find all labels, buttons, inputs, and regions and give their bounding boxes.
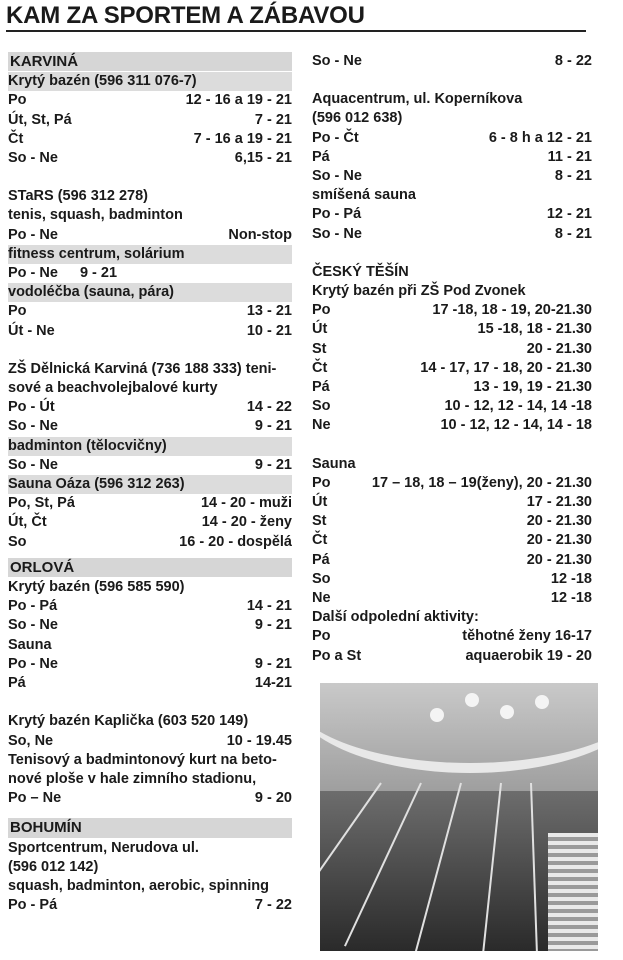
hours: 8 - 21 [554,225,592,242]
schedule-row [312,570,592,589]
photo-lamp [500,705,514,719]
hours: 12 -18 [550,570,592,587]
schedule-row [312,531,592,550]
hours: 20 - 21.30 [526,340,592,357]
schedule-row [312,512,592,531]
venue-name-ct-sauna: Sauna [312,455,356,472]
day: St [312,340,327,357]
venue-name-hydrotherapy: vodoléčba (sauna, pára) [8,283,292,302]
photo-lamp [430,708,444,722]
section-heading-orlova: ORLOVÁ [8,558,292,577]
hours: 14 - 20 - ženy [201,514,292,531]
venue-name-tennis-hall-cont: nové ploše v hale zimního stadionu, [8,770,257,787]
schedule-row [8,513,292,532]
venue-name-zs-delnicka: ZŠ Dělnická Karviná (736 188 333) teni- [8,360,277,377]
day: Ne [312,590,331,607]
day: Po [312,302,331,319]
hours: 14 - 20 - muži [200,495,292,512]
schedule-row [8,616,292,635]
schedule-row [312,378,592,397]
day: Po – Ne [8,790,62,807]
day: So - Ne [312,225,362,242]
schedule-row [312,52,592,71]
venue-name-fitness: fitness centrum, solárium [8,245,292,264]
hours: 16 - 20 - dospělá [179,533,292,550]
day: Po - Ne [8,655,58,672]
schedule-row [312,167,592,186]
hours: 14 - 21 [246,598,292,615]
day: Pá [312,148,330,165]
day: Pá [8,675,26,692]
day: So [312,570,331,587]
schedule-row [8,789,292,808]
day: Čt [312,532,328,549]
hours: 8 - 22 [554,53,592,69]
swimming-pool-photo [320,683,598,951]
day: Ne [312,417,331,434]
day: So - Ne [312,168,362,185]
hours: 20 - 21.30 [526,551,592,568]
schedule-row [312,205,592,224]
hours: 8 - 21 [554,168,592,185]
venue-name-sauna-oaza: Sauna Oáza (596 312 263) [8,475,292,494]
day: Čt [8,130,24,147]
venue-phone-aquacentrum: (596 012 638) [312,110,403,127]
hours: 9 - 21 [79,265,118,282]
hours: 12 -18 [550,590,592,607]
schedule-row [8,264,292,283]
day: So - Ne [312,53,362,69]
photo-lamp [465,693,479,707]
spacer [8,341,292,360]
schedule-row [312,474,592,493]
schedule-row [8,597,292,616]
day: Po - Pá [312,206,362,223]
day: Po - Čt [312,129,359,146]
hours: 6 - 8 h a 12 - 21 [488,129,592,146]
spacer [8,808,292,818]
day: Po - Pá [8,598,58,615]
photo-lamp [535,695,549,709]
photo-stairs [548,833,598,951]
venue-phone-sportcentrum: (596 012 142) [8,858,99,875]
day: Út [312,494,328,511]
hours: 10 - 21 [246,322,292,339]
schedule-row [312,493,592,512]
schedule-row [312,148,592,167]
day: So, Ne [8,732,54,749]
day: Po [8,92,27,109]
schedule-row [8,533,292,552]
other-activities-heading: Další odpolední aktivity: [312,609,479,626]
day: Út - Ne [8,322,55,339]
hours: 11 - 21 [547,148,592,165]
day: So - Ne [8,456,58,473]
hours: 14-21 [254,675,292,692]
hours: 9 - 21 [254,456,292,473]
hours: 9 - 20 [254,790,292,807]
day: So [8,533,27,550]
hours: 9 - 21 [254,617,292,634]
hours: těhotné ženy 16-17 [462,628,592,645]
day: So - Ne [8,418,58,435]
schedule-row [8,226,292,245]
schedule-row [312,627,592,646]
venue-name-aquacentrum: Aquacentrum, ul. Koperníkova [312,91,523,108]
schedule-row [8,494,292,513]
hours: 17 - 21.30 [526,494,592,511]
day: Po - Ne [8,265,58,282]
left-column [8,52,292,915]
schedule-row [8,456,292,475]
hours: 7 - 16 a 19 - 21 [193,130,292,147]
hours: 6,15 - 21 [234,150,292,167]
spacer [312,71,592,90]
day: So - Ne [8,150,58,167]
day: Út, St, Pá [8,111,72,128]
venue-name-zs-delnicka-cont: sové a beachvolejbalové kurty [8,380,218,397]
hours: 13 - 19, 19 - 21.30 [473,379,592,396]
venue-name-orlova-pool: Krytý bazén (596 585 590) [8,579,185,596]
spacer [312,436,592,455]
day: Po - Pá [8,897,58,914]
hours: 10 - 12, 12 - 14, 14 - 18 [440,417,592,434]
hours: 20 - 21.30 [526,532,592,549]
schedule-row [312,129,592,148]
venue-sports: tenis, squash, badminton [8,207,183,224]
schedule-row [8,322,292,341]
schedule-row [312,320,592,339]
schedule-row [8,91,292,110]
day: Čt [312,359,328,376]
hours: 15 -18, 18 - 21.30 [477,321,592,338]
day: Po [312,474,331,491]
hours: aquaerobik 19 - 20 [465,647,592,664]
hours: 9 - 21 [254,655,292,672]
schedule-row [8,130,292,149]
hours: 7 - 22 [254,897,292,914]
schedule-row [312,647,592,666]
schedule-row [8,674,292,693]
hours: 7 - 21 [254,111,292,128]
day: Po [312,628,331,645]
schedule-row [312,551,592,570]
venue-name-kaplicka: Krytý bazén Kaplička (603 520 149) [8,713,249,730]
day: Pá [312,379,330,396]
hours: 17 -18, 18 - 19, 20-21.30 [432,302,592,319]
day: Po - Ne [8,226,58,243]
section-heading-bohumin: BOHUMÍN [8,818,292,837]
venue-name-tennis-hall: Tenisový a badmintonový kurt na beto- [8,751,277,768]
schedule-row [312,416,592,435]
hours: 9 - 21 [254,418,292,435]
venue-name-ct-pool: Krytý bazén při ZŠ Pod Zvonek [312,283,526,300]
venue-name-badminton: badminton (tělocvičny) [8,437,292,456]
schedule-row [312,340,592,359]
day: Po [8,303,27,320]
day: So [312,398,331,415]
section-heading-karvina: KARVINÁ [8,52,292,71]
hours: 10 - 19.45 [226,732,292,749]
venue-sports: squash, badminton, aerobic, spinning [8,877,270,894]
schedule-row [312,589,592,608]
hours: 13 - 21 [246,303,292,320]
section-heading-cesky-tesin: ČESKÝ TĚŠÍN [312,263,409,280]
hours: 12 - 21 [546,206,592,223]
venue-name-stars: STaRS (596 312 278) [8,188,148,205]
hours: 14 - 17, 17 - 18, 20 - 21.30 [420,359,592,376]
venue-name-karvina-pool: Krytý bazén (596 311 076-7) [8,72,292,91]
schedule-row [8,417,292,436]
day: Po, St, Pá [8,495,75,512]
schedule-row [312,301,592,320]
schedule-row [8,398,292,417]
day: Út, Čt [8,514,47,531]
schedule-row [312,359,592,378]
spacer [312,244,592,263]
schedule-row [312,397,592,416]
schedule-row [8,111,292,130]
hours: 20 - 21.30 [526,513,592,530]
spacer [8,693,292,712]
venue-name-mixed-sauna: smíšená sauna [312,187,416,204]
page-title: KAM ZA SPORTEM A ZÁBAVOU [6,2,586,32]
hours: Non-stop [228,226,292,243]
hours: 17 – 18, 18 – 19(ženy), 20 - 21.30 [371,474,592,491]
schedule-row [312,225,592,244]
day: St [312,513,327,530]
schedule-row [8,655,292,674]
day: Po - Út [8,399,55,416]
day: So - Ne [8,617,58,634]
venue-name-sportcentrum: Sportcentrum, Nerudova ul. [8,839,199,856]
schedule-row [8,896,292,915]
schedule-row [8,302,292,321]
schedule-row [8,732,292,751]
right-column [312,52,592,666]
day: Po a St [312,647,362,664]
hours: 12 - 16 a 19 - 21 [185,92,292,109]
day: Út [312,321,328,338]
schedule-row [8,149,292,168]
spacer [8,168,292,187]
day: Pá [312,551,330,568]
venue-name-orlova-sauna: Sauna [8,636,52,653]
hours: 14 - 22 [246,399,292,416]
hours: 10 - 12, 12 - 14, 14 -18 [444,398,592,415]
